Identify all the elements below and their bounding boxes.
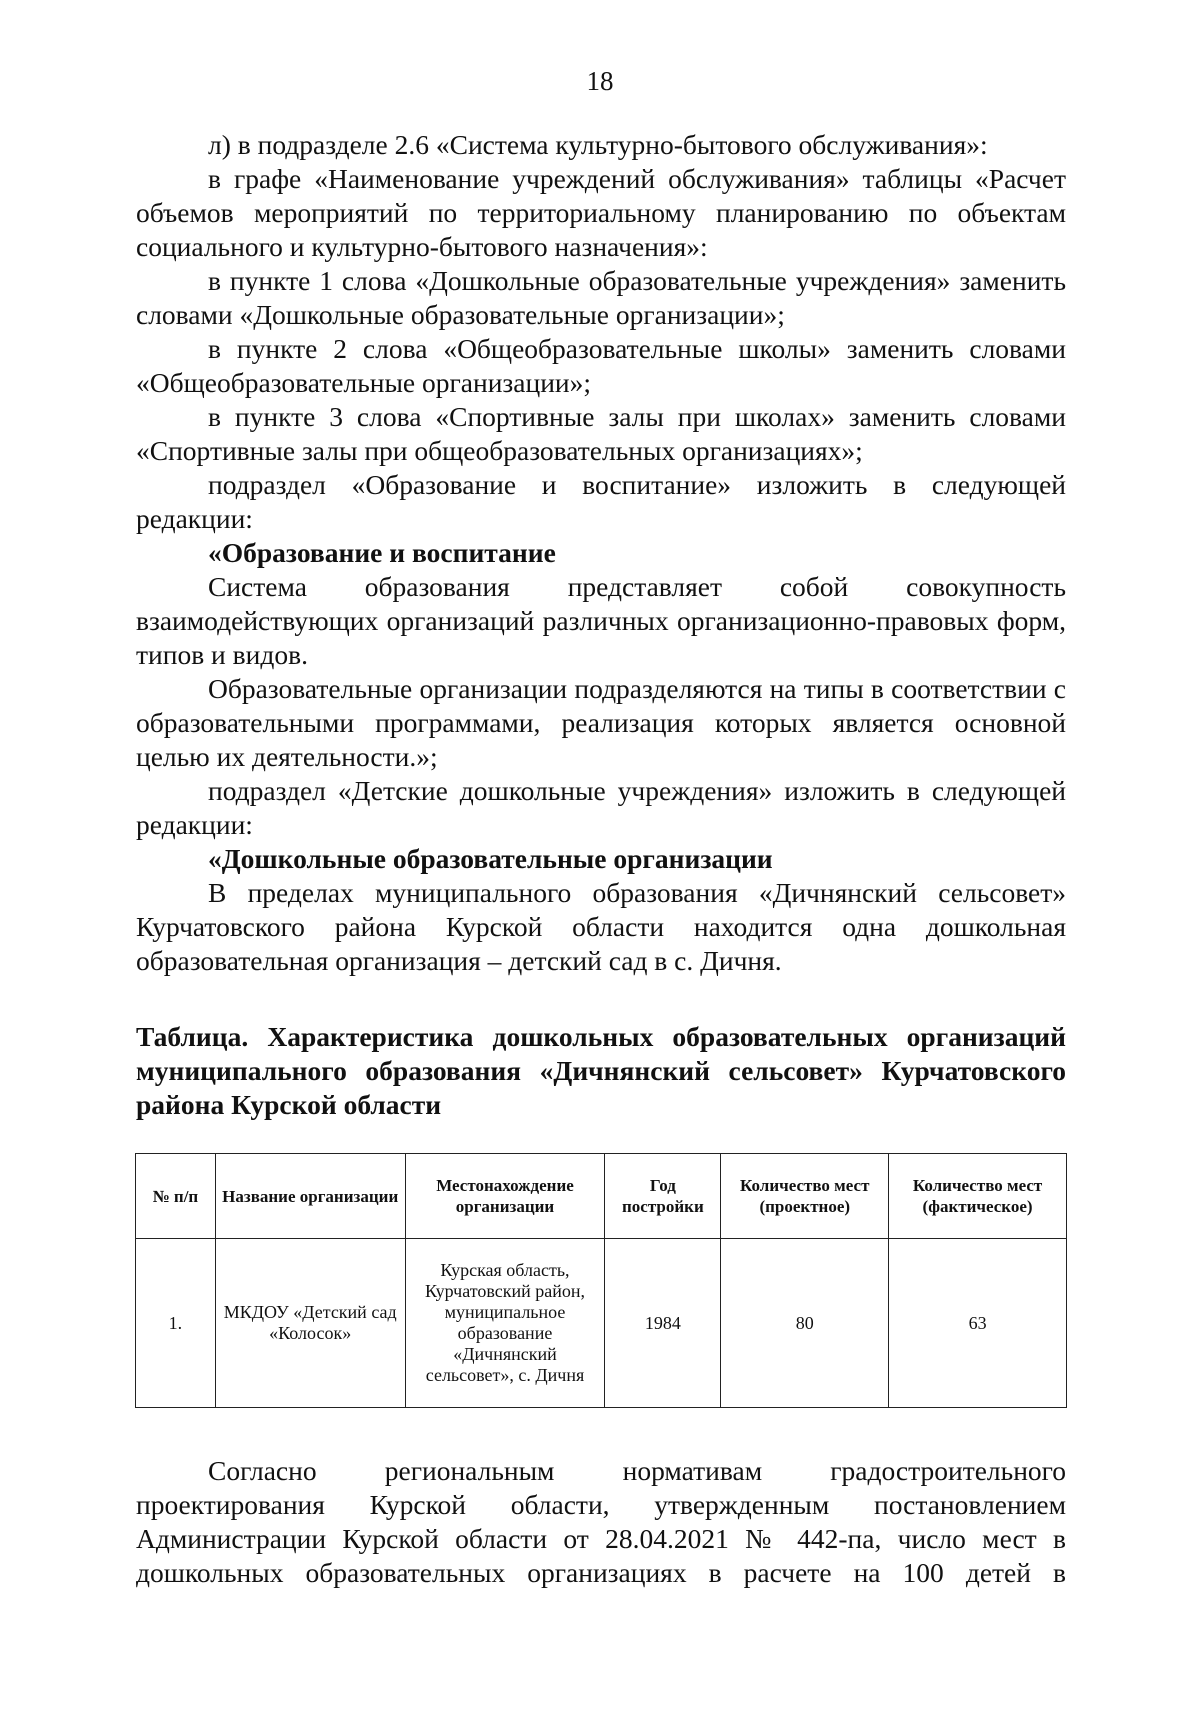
- paragraph-preschool-location: В пределах муниципального образования «Дичнянский сельсовет» Курчатовского района Курской области находится одна дошкольная образовательная организация – детский сад в с. Дичня.: [136, 877, 1066, 976]
- paragraph-subsection-2-6: л) в подразделе 2.6 «Система культурно-бытового обслуживания»:: [208, 129, 988, 160]
- table-row: [136, 1239, 1067, 1408]
- header-org-name: Название организации: [215, 1154, 405, 1239]
- closing-line: Согласно региональным нормативам градостроительного: [208, 1455, 1066, 1486]
- header-capacity-actual: Количество мест (фактическое): [889, 1154, 1067, 1239]
- paragraph-education-subsection: подраздел «Образование и воспитание» изложить в следующей редакции:: [136, 469, 1066, 534]
- paragraph-column-name: в графе «Наименование учреждений обслуживания» таблицы «Расчет объемов мероприятий по территориальному планированию по объектам социального и культурно-бытового назначения»:: [136, 163, 1066, 262]
- cell-location: Курская область, Курчатовский район, муниципальное образование «Дичнянский сельсовет», с. Дичня: [405, 1239, 605, 1408]
- table-header-row: [136, 1154, 1067, 1239]
- cell-org-name: МКДОУ «Детский сад «Колосок»: [215, 1239, 405, 1408]
- header-location: Местонахождение организации: [405, 1154, 605, 1239]
- page-number: 18: [586, 66, 614, 96]
- cell-number: 1.: [136, 1239, 216, 1408]
- table-title: Таблица. Характеристика дошкольных образовательных организаций муниципального образования «Дичнянский сельсовет» Курчатовского района Курской области: [136, 1021, 1066, 1120]
- cell-capacity-design: 80: [721, 1239, 889, 1408]
- preschool-organizations-table: [135, 1153, 1067, 1408]
- paragraph-preschool-subsection: подраздел «Детские дошкольные учреждения» изложить в следующей редакции:: [136, 775, 1066, 840]
- heading-preschool: «Дошкольные образовательные организации: [208, 843, 773, 874]
- closing-paragraph: [136, 1454, 1066, 1590]
- cell-year-built: 1984: [605, 1239, 721, 1408]
- header-number: № п/п: [136, 1154, 216, 1239]
- paragraph-education-system: Система образования представляет собой совокупность взаимодействующих организаций различных организационно-правовых форм, типов и видов.: [136, 571, 1066, 670]
- closing-line: Администрации Курской области от 28.04.2021 № 442-па, число мест в: [136, 1523, 1066, 1554]
- header-capacity-design: Количество мест (проектное): [721, 1154, 889, 1239]
- closing-line: проектирования Курской области, утвержденным постановлением: [136, 1489, 1066, 1520]
- paragraph-item-1: в пункте 1 слова «Дошкольные образовательные учреждения» заменить словами «Дошкольные образовательные организации»;: [136, 265, 1066, 330]
- paragraph-item-2: в пункте 2 слова «Общеобразовательные школы» заменить словами «Общеобразовательные организации»;: [136, 333, 1066, 398]
- cell-capacity-actual: 63: [889, 1239, 1067, 1408]
- paragraph-item-3: в пункте 3 слова «Спортивные залы при школах» заменить словами «Спортивные залы при общеобразовательных организациях»;: [136, 401, 1066, 466]
- heading-education: «Образование и воспитание: [208, 537, 556, 568]
- closing-line: дошкольных образовательных организациях в расчете на 100 детей в: [136, 1557, 1066, 1588]
- paragraph-organization-types: Образовательные организации подразделяются на типы в соответствии с образовательными программами, реализация которых является основной целью их деятельности.»;: [136, 673, 1066, 772]
- header-year-built: Год постройки: [605, 1154, 721, 1239]
- document-body: [136, 128, 1066, 978]
